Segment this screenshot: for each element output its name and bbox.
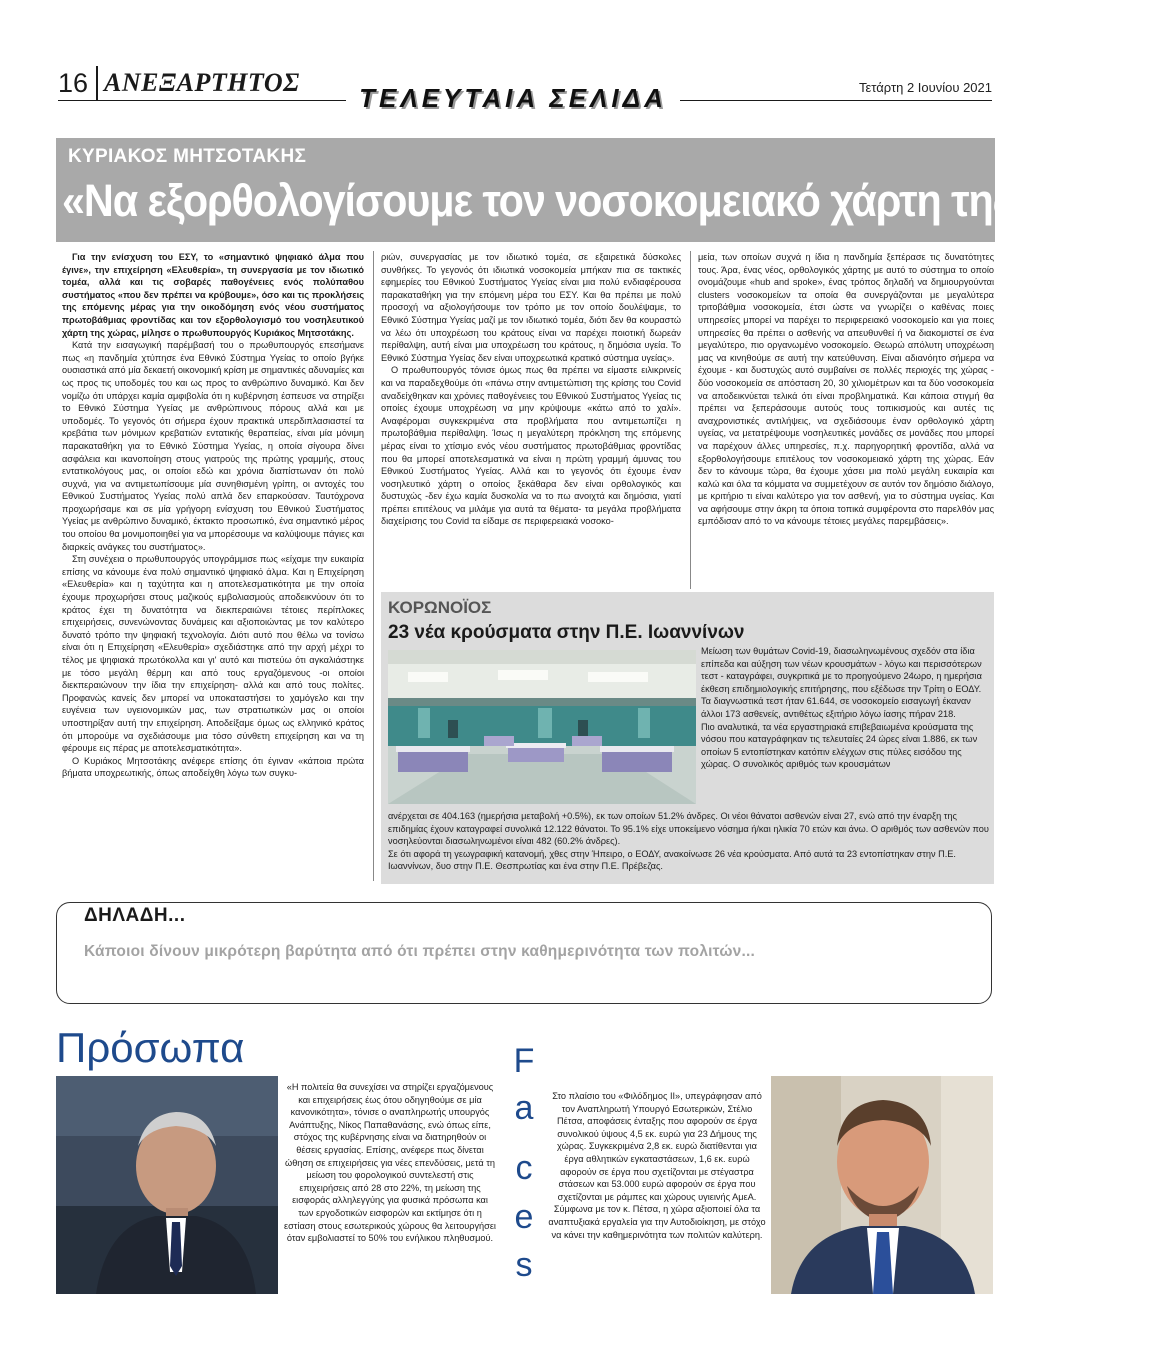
header-rule-right (680, 100, 992, 101)
article-paragraph: ριών, συνεργασίας με τον ιδιωτικό τομέα, σε εξαιρετικά δύσκολες συνθήκες. Το γεγονός ότι ιδιωτικά νοσοκομεία μπήκαν πια σε τακτικές εφημερίες του Εθνικού Συστήματος Υγείας είναι μια πολύ ενδιαφέρουσα παρακαταθήκη για την επόμενη μέρα του ΕΣΥ. Και θα πρέπει με πολύ προσοχή να αξιολογήσουμε τον τρόπο με τον οποίο δουλέψαμε, το Εθνικό Σύστημα Υγείας μαζί με τον ιδιωτικό τομέα, διότι δεν θα κουραστώ να λέω ότι υποχρέωση του κράτους είναι να παρέχει ποιοτική δωρεάν περίθαλψη, αυτή είναι μια υποχρέωση του κράτους, η δημόσια υγεία. Το Εθνικό Σύστημα Υγείας δεν είναι υποχρεωτικά κρατικό σύστημα υγείας». (381, 252, 681, 363)
dilladi-heading: ΔΗΛΑΔΗ... (84, 905, 186, 926)
article-paragraph: Ο πρωθυπουργός τόνισε όμως πως θα πρέπει να είμαστε ειλικρινείς και να παραδεχθούμε ότι «πάνω στην αντιμετώπιση της κρίσης του Covid αναδείχθηκαν και χρόνιες παθογένειες του Εθνικού Συστήματος Υγείας τις οποίες έχουμε υποχρέωση να μην κρύψουμε «κάτω από το χαλί». Αναφέρομαι συγκεκριμένα στα προβλήματα που αντιμετωπίζει η πρωτοβάθμια περίθαλψη. Ίσως η μεγαλύτερη πρόκληση της επόμενης μέρας είναι το χτίσιμο ενός νέου συστήματος πρωτοβάθμιας φροντίδας που θα μπορεί αποτελεσματικά να είναι η πρώτη γραμμή άμυνας του Εθνικού Συστήματος Υγείας. Αλλά και το γεγονός ότι έχουμε έναν νοσηλευτικό χάρτη ο οποίος ξεκάθαρα δεν είναι ορθολογικός και δυστυχώς -δεν έχω καμία δυσκολία να το πω ανοιχτά και δημόσια, γιατί πρέπει επιτέλους να μιλάμε για αυτά τα θέματα- τα μεγάλα προβλήματα διαχείρισης του Covid τα είδαμε σε περιφερειακά νοσοκο- (381, 365, 681, 527)
column-rule (373, 251, 374, 881)
corona-bottom-text (388, 810, 990, 873)
faces-letter: F (513, 1042, 535, 1080)
corona-side-text (701, 645, 989, 771)
article-kicker: ΚΥΡΙΑΚΟΣ ΜΗΤΣΟΤΑΚΗΣ (68, 146, 307, 167)
corona-paragraph: ανέρχεται σε 404.163 (ημερήσια μεταβολή +0.5%), εκ των οποίων 51.2% άνδρες. Οι νέοι θάνατοι ασθενών είναι 27, ενώ από την έναρξη της επιδημίας έχουν καταγραφεί συνολικά 12.122 θάνατοι. Το 95.1% είχε υποκείμενο νόσημα ή/και ηλικία 70 ετών και άνω. Ο αριθμός των ασθενών που νοσηλεύονται διασωληνωμένοι είναι 482 (60.2% άνδρες). (388, 811, 989, 847)
page-number: 16 (58, 68, 89, 98)
newspaper-masthead: ΑΝΕΞΑΡΤΗΤΟΣ (104, 68, 300, 97)
corona-paragraph: Τα διαγνωστικά τεστ ήταν 61.644, σε νοσοκομείο εισαγωγή έκαναν άλλοι 173 ασθενείς, αντιθέτως εξιτήριο λόγω ίασης πήραν 218. (701, 696, 971, 719)
article-lead: Για την ενίσχυση του ΕΣΥ, το «σημαντικό ψηφιακό άλμα που έγινε», την επιχείρηση «Ελευθερία», τη συνεργασία με τον ιδιωτικό τομέα, αλλά και τις σοβαρές παθογένειες ενός πολύπαθου συστήματος «που δεν πρέπει να κρύβουμε», όσο και τις προκλήσεις της επόμενης μέρας για την οικοδόμηση ενός νέου συστήματος πρωτοβάθμιας φροντίδας και τον εξορθολογισμό του νοσηλευτικού χάρτη της χώρας, μίλησε ο πρωθυπουργός Κυριάκος Μητσοτάκης. (62, 252, 364, 338)
dilladi-text: Κάποιοι δίνουν μικρότερη βαρύτητα από ότι πρέπει στην καθημερινότητα των πολιτών... (84, 943, 755, 960)
portrait-photo-right (771, 1076, 993, 1294)
portrait-right-illustration (771, 1076, 993, 1294)
corona-kicker: ΚΟΡΩΝΟΪΟΣ (388, 598, 492, 617)
article-paragraph: μεία, των οποίων συχνά η ίδια η πανδημία ξεπέρασε τις δυνατότητες τους. Άρα, ένας νέος, ορθολογικός χάρτης με αυτό το σύστημα το οποίο ονομάζουμε «hub and spoke», ένας τρόπος δηλαδή να δημιουργούνται clusters νοσοκομείων τα οποία θα συνεργάζονται με μεγαλύτερα τριτοβάθμια νοσοκομεία, έτσι ώστε να γνωρίζει ο καθένας ποιες υπηρεσίες μπορεί να παρέχει το περιφερειακό νοσοκομείο και για ποιες υπηρεσίες θα πρέπει ο ασθενής να απευθυνθεί ή να διακομιστεί σε ένα μεγαλύτερο, πιο οργανωμένο νοσοκομείο. Θεωρώ απόλυτη υποχρέωση μας να κινηθούμε σε αυτή την κατεύθυνση. Είναι αδιανόητο σήμερα να έχουμε - και δυστυχώς αυτό συμβαίνει σε πολλές περιοχές της χώρας - δύο νοσοκομεία σε απόσταση 20, 30 χιλιομέτρων και τα δύο νοσοκομεία να αποδεικνύεται τελικά ότι είναι προβληματικά. Και κάποια στιγμή θα πρέπει να ξεπεράσουμε αυτούς τους τοπικισμούς και αυτές τις αναχρονιστικές αντιλήψεις, να σχεδιάσουμε έναν ορθολογικό χάρτη υγείας, να μετατρέψουμε νοσηλευτικές μονάδες σε μονάδες που μπορεί να παρέχουν άλλες υπηρεσίες, π.χ. παρηγορητική φροντίδα, αλλά να εξορθολογήσουμε επιτέλους τον νοσοκομειακό χάρτη της χώρας. Εάν δεν το κάνουμε τώρα, θα έχουμε χάσει μια πολύ μεγάλη ευκαιρία και καλώ και όλα τα κόμματα να συμμετέχουν σε αυτόν τον δημόσιο διάλογο, με κριτήριο τι είναι καλύτερο για τον ασθενή, για το σύστημα υγείας. Και να αφήσουμε στην άκρη τα όποια τοπικά συμφέροντα στο παρελθόν μας εμπόδισαν από το να κάνουμε τέτοιες μεγάλες παρεμβάσεις». (698, 252, 994, 527)
section-title: ΤΕΛΕΥΤΑΙΑ ΣΕΛΙΔΑ (359, 83, 667, 113)
header-rule-left (58, 100, 346, 101)
portrait-left-illustration (56, 1076, 278, 1294)
header-divider (96, 66, 98, 100)
icu-ward-illustration (388, 650, 696, 804)
faces-left-text: «Η πολιτεία θα συνεχίσει να στηρίζει εργαζόμενους και επιχειρήσεις έως ότου οδηγηθούμε σε μία κανονικότητα», τόνισε ο αναπληρωτής υπουργός Ανάπτυξης, Νίκος Παπαθανάσης, ενώ όπως είπε, στόχος της κυβέρνησης είναι να διατηρηθούν οι θέσεις εργασίας. Επίσης, ανέφερε πως δίνεται ώθηση σε επιχειρήσεις για νέες επενδύσεις, μετά τη μείωση του φορολογικού συντελεστή στις επιχειρήσεις από 28 στο 22%, τη μείωση της εισφοράς αλληλεγγύης για φυσικά πρόσωπα και των εργοδοτικών εισφορών και εκτίμησε ότι η εστίαση στους εσωτερικούς χώρους θα λειτουργήσει όταν εμβολιαστεί το 50% του ενήλικου πληθυσμού. (284, 1082, 496, 1244)
corona-paragraph: Πιο αναλυτικά, τα νέα εργαστηριακά επιβεβαιωμένα κρούσματα της νόσου που καταγράφηκαν τις τελευταίες 24 ώρες είναι 1.886, εκ των οποίων 5 εντοπίστηκαν κατόπιν ελέγχων στις πύλες εισόδου της χώρας. Ο συνολικός αριθμός των κρουσμάτων (701, 721, 978, 770)
article-paragraph: Στη συνέχεια ο πρωθυπουργός υπογράμμισε πως «είχαμε την ευκαιρία επίσης να κάνουμε ένα πολύ σημαντικό ψηφιακό άλμα. Και η Επιχείρηση «Ελευθερία» και η ταχύτητα και η αποτελεσματικότητα με την οποία έχουμε προχωρήσει στους μαζικούς εμβολιασμούς αποδεικνύουν ότι το κράτος έχει τη δυνατότητα να διεκπεραιώνει τέτοιες περίπλοκες επιχειρήσεις, συνενώνοντας δυνάμεις και αξιοποιώντας με τον καλύτερο δυνατό τρόπο την ψηφιακή τεχνολογία. Διότι αυτό που θέλω να τονίσω είναι ότι η Επιχείρηση «Ελευθερία» σχεδιάστηκε από την αρχή μέχρι το τέλος με ψηφιακά πρωτόκολλα και γι' αυτό και πιστεύω ότι αγκαλιάστηκε με τόσο μεγάλη θέρμη και από τους εργαζόμενους -οι οποίοι διεκπεραιώνουν την ίδια την επιχείρηση- αλλά και από τους πολίτες. Προφανώς κανείς δεν μπορεί να υποκαταστήσει το χαμόγελο και την ευγένεια των υγειονομικών μας, των στρατιωτικών μας οι οποίοι υποστηρίξαν αυτή την επιχείρηση. Αποδείξαμε όμως ως ελληνικό κράτος ότι μπορούμε να σχεδιάσουμε μια τόσο σύνθετη επιχείρηση και να τη φέρουμε εις πέρας με αποτελεσματικότητα». (62, 554, 364, 754)
corona-paragraph: Μείωση των θυμάτων Covid-19, διασωληνωμένους σχεδόν στα ίδια επίπεδα και αύξηση των νέων κρουσμάτων - λόγω και περισσότερων τεστ - καταγράφει, συγκριτικά με το προηγούμενο 24ωρο, η ημερήσια έκθεση επιδημιολογικής επιτήρησης, που εξέδωσε την Τρίτη ο ΕΟΔΥ. (701, 646, 982, 694)
article-headline: «Να εξορθολογίσουμε τον νοσοκομειακό χάρτη της χώρας» (62, 175, 1170, 226)
column-rule (690, 251, 691, 589)
article-column-2 (381, 251, 681, 591)
corona-paragraph: Σε ότι αφορά τη γεωγραφική κατανομή, χθες στην Ήπειρο, ο ΕΟΔΥ, ανακοίνωσε 26 νέα κρούσματα. Από αυτά τα 23 εντοπίστηκαν στην Π.Ε. Ιωαννίνων, δυο στην Π.Ε. Θεσπρωτίας και ένα στην Π.Ε. Πρέβεζας. (388, 848, 956, 872)
faces-title: Πρόσωπα (56, 1024, 245, 1071)
faces-letter: c (515, 1149, 533, 1187)
faces-letter: e (514, 1198, 534, 1236)
faces-right-text: Στο πλαίσιο του «Φιλόδημος ΙΙ», υπεγράφησαν από τον Αναπληρωτή Υπουργό Εσωτερικών, Στέλιο Πέτσα, αποφάσεις ένταξης που αφορούν σε έργα συνολικού ύψους 4,5 εκ. ευρώ για 23 Δήμους της χώρας. Συγκεκριμένα 2,8 εκ. ευρώ διατίθενται για έργα αθλητικών εγκαταστάσεων, 1,6 εκ. ευρώ αφορούν σε έργα που σχετίζονται με στέγαστρα στάσεων και 53.000 ευρώ αφορούν σε έργα που σχετίζονται με ράμπες και χώρους υγιεινής ΑμεΑ. Σύμφωνα με τον κ. Πέτσα, η χώρα αξιοποιεί όλα τα αναπτυξιακά εργαλεία για την Αυτοδιοίκηση, με στόχο να κάνει την καθημερινότητα των πολιτών καλύτερη. (548, 1091, 766, 1240)
icu-ward-photo (388, 650, 696, 804)
faces-letter: s (515, 1246, 533, 1284)
faces-letter: a (514, 1089, 534, 1127)
article-paragraph: Ο Κυριάκος Μητσοτάκης ανέφερε επίσης ότι έγιναν «κάποια πρώτα βήματα υποχρεωτικής, όπως αποδείχθη λόγω των συγκυ- (62, 755, 364, 779)
article-column-1 (62, 251, 364, 881)
portrait-photo-left (56, 1076, 278, 1294)
article-column-3 (698, 251, 994, 591)
issue-date: Τετάρτη 2 Ιουνίου 2021 (858, 80, 992, 95)
article-paragraph: Κατά την εισαγωγική παρέμβασή του ο πρωθυπουργός επεσήμανε πως «η πανδημία χτύπησε ένα Εθνικό Σύστημα Υγείας το οποίο βγήκε ουσιαστικά από μία δεκαετή οικονομική κρίση με σημαντικές αδυναμίες και ως προς τις υποδομές του και ως προς το ανθρώπινο δυναμικό. Και δεν νομίζω ότι υπάρχει καμία αμφιβολία ότι η κυβέρνηση έσπευσε να στηρίξει το Εθνικό Σύστημα Υγείας με ανθρώπινους πόρους αλλά και με υποδομές. Το γεγονός ότι σήμερα έχουν πρακτικά υπερδιπλασιαστεί τα κρεβάτια των μόνιμων κρεβατιών εντατικής θεραπείας, είναι μία μόνιμη παρακαταθήκη για το Εθνικό Σύστημα Υγείας, η οποία σίγουρα δίνει ασφάλεια και ικανοποίηση στους γιατρούς της πρώτης γραμμής, στους εντατικολόγους μας, οι οποίοι εδώ και χρόνια διαπίστωναν ότι πολύ συχνά, για να αντιμετωπίσουμε μία συνηθισμένη γρίπη, οι αντοχές του Εθνικού Συστήματος Υγείας πολύ απλά δεν επαρκούσαν. Ταυτόχρονα προχωρήσαμε και σε μία γρήγορη ενίσχυση του Εθνικού Συστήματος Υγείας με ανθρώπινο δυναμικό, έκτακτο προσωπικό, ένα σημαντικό μέρος του οποίου θα μονιμοποιηθεί για να μπορέσουμε να καλύψουμε πάγιες και διαρκείς ανάγκες του συστήματος». (62, 340, 364, 552)
corona-headline: 23 νέα κρούσματα στην Π.Ε. Ιωαννίνων (388, 622, 745, 643)
